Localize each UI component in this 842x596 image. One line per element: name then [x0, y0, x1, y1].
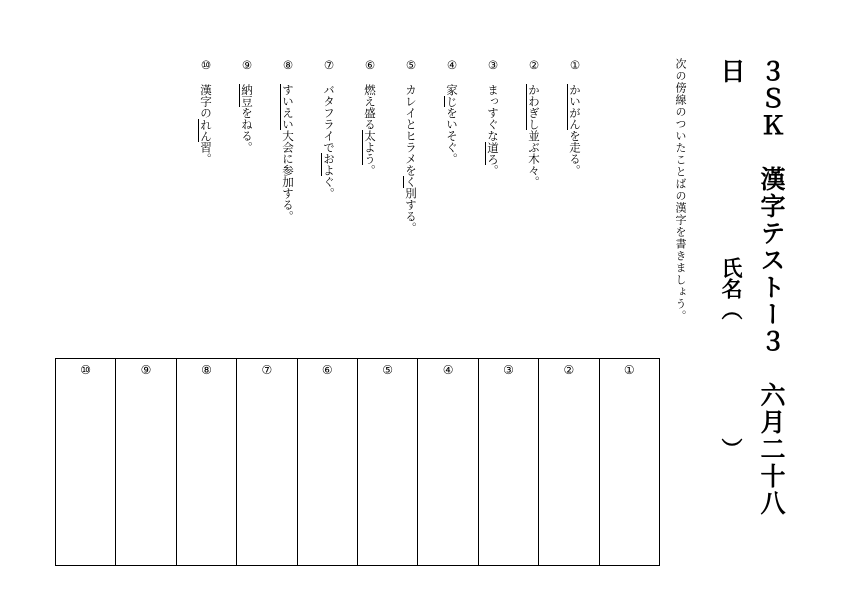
question-9 [236, 58, 258, 298]
question-underlined: 納豆 [240, 84, 254, 107]
question-text-after: をいそぐ。 [445, 107, 459, 165]
answer-box-3[interactable] [478, 359, 538, 565]
question-text-before: 家 [445, 84, 459, 96]
question-10 [195, 58, 217, 298]
question-underlined: かいがん [568, 84, 582, 130]
question-number: ① [568, 58, 582, 72]
question-underlined: く [404, 176, 418, 188]
answer-box-9[interactable] [115, 359, 175, 565]
answer-label: ⑩ [80, 363, 92, 377]
question-text-after: 大会に参加する。 [281, 130, 295, 222]
question-8 [277, 58, 299, 298]
answer-box-10[interactable] [56, 359, 115, 565]
question-text-before: 漢字の [199, 84, 213, 119]
question-underlined: およ [322, 153, 336, 176]
question-underlined: すいえい [281, 84, 295, 130]
answer-label: ⑤ [382, 363, 394, 377]
name-label: 氏名（ [719, 257, 743, 320]
question-number: ⑦ [322, 58, 336, 72]
question-1 [564, 58, 586, 298]
answer-label: ② [563, 363, 575, 377]
question-number: ② [527, 58, 541, 72]
answer-box-5[interactable] [357, 359, 417, 565]
question-text-after: 並ぶ木々。 [527, 130, 541, 188]
answer-box-6[interactable] [297, 359, 357, 565]
answer-box-4[interactable] [417, 359, 477, 565]
question-text-after: 。 [486, 164, 500, 176]
question-2 [523, 58, 545, 298]
answer-label: ⑦ [261, 363, 273, 377]
question-text-before: バタフライで [322, 84, 336, 153]
answer-box-8[interactable] [176, 359, 236, 565]
name-close-paren: ） [719, 438, 743, 459]
question-underlined: 道ろ [486, 141, 500, 165]
answer-box-7[interactable] [236, 359, 296, 565]
question-5 [400, 58, 422, 298]
question-number: ⑧ [281, 58, 295, 72]
question-number: ⑨ [240, 58, 254, 72]
question-underlined: じ [445, 95, 459, 107]
question-underlined: 太よう [363, 130, 377, 165]
name-field[interactable] [714, 257, 748, 527]
question-text-before: 燃え盛る [363, 84, 377, 130]
question-6 [359, 58, 381, 298]
question-underlined: れん [199, 118, 213, 142]
question-underlined: かわぎし [527, 84, 541, 130]
question-text-after: をねる。 [240, 107, 254, 153]
question-number: ④ [445, 58, 459, 72]
answer-label: ④ [442, 363, 454, 377]
test-title: ３ＳＫ 漢字テストー３ 六月二十八日 [717, 58, 786, 517]
answer-label: ① [623, 363, 635, 377]
question-4 [441, 58, 463, 298]
question-text-after: 。 [363, 164, 377, 176]
instructions: 次の傍線のついたことばの漢字を書きましょう。 [674, 58, 687, 322]
question-number: ⑤ [404, 58, 418, 72]
question-number: ③ [486, 58, 500, 72]
answer-label: ⑥ [321, 363, 333, 377]
question-text-after: ぐ。 [322, 176, 336, 199]
question-number: ⑩ [199, 58, 213, 72]
answer-box-2[interactable] [538, 359, 598, 565]
question-7 [318, 58, 340, 298]
answer-box-1[interactable] [599, 359, 659, 565]
question-text-before: カレイとヒラメを [404, 84, 418, 176]
question-text-before: まっすぐな [486, 84, 500, 142]
question-text-after: 習。 [199, 141, 213, 165]
question-text-after: を走る。 [568, 130, 582, 176]
question-3 [482, 58, 504, 298]
question-number: ⑥ [363, 58, 377, 72]
answer-grid [55, 358, 660, 566]
answer-label: ⑨ [140, 363, 152, 377]
answer-label: ③ [503, 363, 514, 377]
answer-label: ⑧ [201, 363, 212, 377]
question-text-after: 別する。 [404, 187, 418, 234]
